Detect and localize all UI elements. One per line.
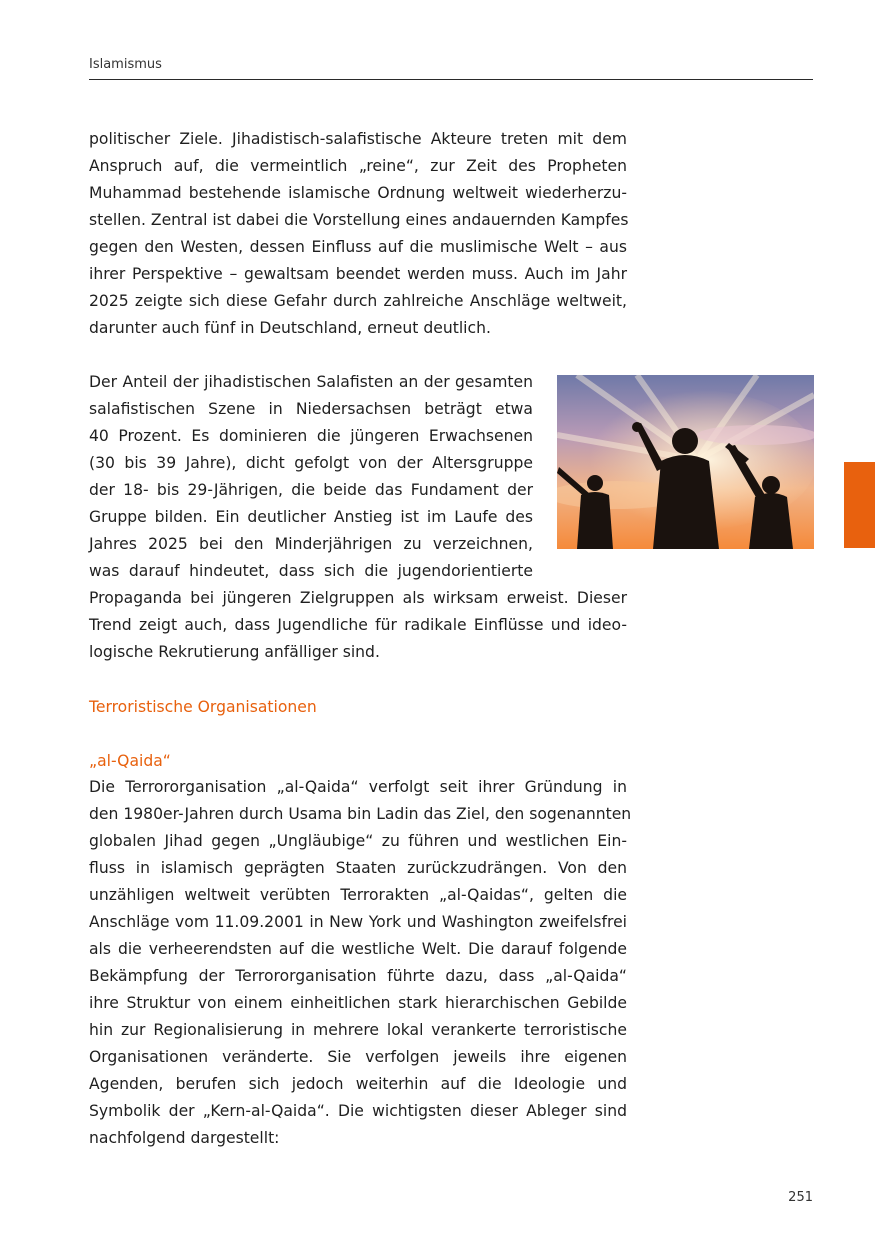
text-line: 2025 zeigte sich diese Gefahr durch zahlreiche Anschläge weltweit, (89, 292, 627, 310)
text-line: Agenden, berufen sich jedoch weiterhin auf die Ideologie und (89, 1075, 627, 1093)
page-number: 251 (788, 1190, 813, 1205)
chapter-side-tab (844, 462, 875, 548)
text-line: Anspruch auf, die vermeintlich „reine“, zur Zeit des Propheten (89, 157, 627, 175)
text-line: Organisationen veränderte. Sie verfolgen jeweils ihre eigenen (89, 1048, 627, 1066)
text-line: Die Terrororganisation „al-Qaida“ verfolgt seit ihrer Gründung in (89, 778, 627, 796)
text-line: stellen. Zentral ist dabei die Vorstellung eines andauernden Kampfes (89, 211, 629, 229)
text-line: Symbolik der „Kern-al-Qaida“. Die wichtigsten dieser Ableger sind (89, 1102, 627, 1120)
text-line: den 1980er-Jahren durch Usama bin Ladin das Ziel, den sogenannten (89, 805, 632, 823)
text-line: Trend zeigt auch, dass Jugendliche für radikale Einflüsse und ideo- (89, 616, 627, 634)
paragraph-statistics-wrapped (89, 369, 533, 585)
text-line: (30 bis 39 Jahre), dicht gefolgt von der Altersgruppe (89, 454, 533, 472)
silhouette-fighters-image (557, 375, 814, 549)
paragraph-intro (89, 126, 627, 342)
section-heading: Terroristische Organisationen (89, 698, 317, 716)
text-line: darunter auch fünf in Deutschland, erneut deutlich. (89, 319, 491, 337)
text-line: der 18- bis 29-Jährigen, die beide das Fundament der (89, 481, 533, 499)
header-divider (89, 79, 813, 80)
text-line: Jahres 2025 bei den Minderjährigen zu verzeichnen, (89, 535, 533, 553)
text-line: Der Anteil der jihadistischen Salafisten an der gesamten (89, 373, 533, 391)
paragraph-al-qaida (89, 774, 632, 1152)
text-line: als die verheerendsten auf die westliche Welt. Die darauf folgende (89, 940, 627, 958)
text-line: hin zur Regionalisierung in mehrere lokal verankerte terroristische (89, 1021, 627, 1039)
text-line: salafistischen Szene in Niedersachsen beträgt etwa (89, 400, 533, 418)
subheading-al-qaida: „al-Qaida“ (89, 752, 171, 770)
text-line: unzähligen weltweit verübten Terrorakten „al-Qaidas“, gelten die (89, 886, 627, 904)
text-line: gegen den Westen, dessen Einfluss auf die muslimische Welt – aus (89, 238, 627, 256)
text-line: logische Rekrutierung anfälliger sind. (89, 643, 380, 661)
text-line: was darauf hindeutet, dass sich die jugendorientierte (89, 562, 533, 580)
text-line: Muhammad bestehende islamische Ordnung weltweit wiederherzu- (89, 184, 627, 202)
text-line: 40 Prozent. Es dominieren die jüngeren Erwachsenen (89, 427, 533, 445)
paragraph-statistics-continued (89, 585, 627, 666)
text-line: nachfolgend dargestellt: (89, 1129, 280, 1147)
text-line: ihre Struktur von einem einheitlichen stark hierarchischen Gebilde (89, 994, 627, 1012)
text-line: Anschläge vom 11.09.2001 in New York und Washington zweifelsfrei (89, 913, 627, 931)
text-line: Gruppe bilden. Ein deutlicher Anstieg ist im Laufe des (89, 508, 533, 526)
text-line: fluss in islamisch geprägten Staaten zurückzudrängen. Von den (89, 859, 627, 877)
running-header: Islamismus (89, 57, 162, 72)
text-line: politischer Ziele. Jihadistisch-salafistische Akteure treten mit dem (89, 130, 627, 148)
text-line: ihrer Perspektive – gewaltsam beendet werden muss. Auch im Jahr (89, 265, 627, 283)
text-line: globalen Jihad gegen „Ungläubige“ zu führen und westlichen Ein- (89, 832, 627, 850)
text-line: Bekämpfung der Terrororganisation führte dazu, dass „al-Qaida“ (89, 967, 627, 985)
text-line: Propaganda bei jüngeren Zielgruppen als wirksam erweist. Dieser (89, 589, 627, 607)
